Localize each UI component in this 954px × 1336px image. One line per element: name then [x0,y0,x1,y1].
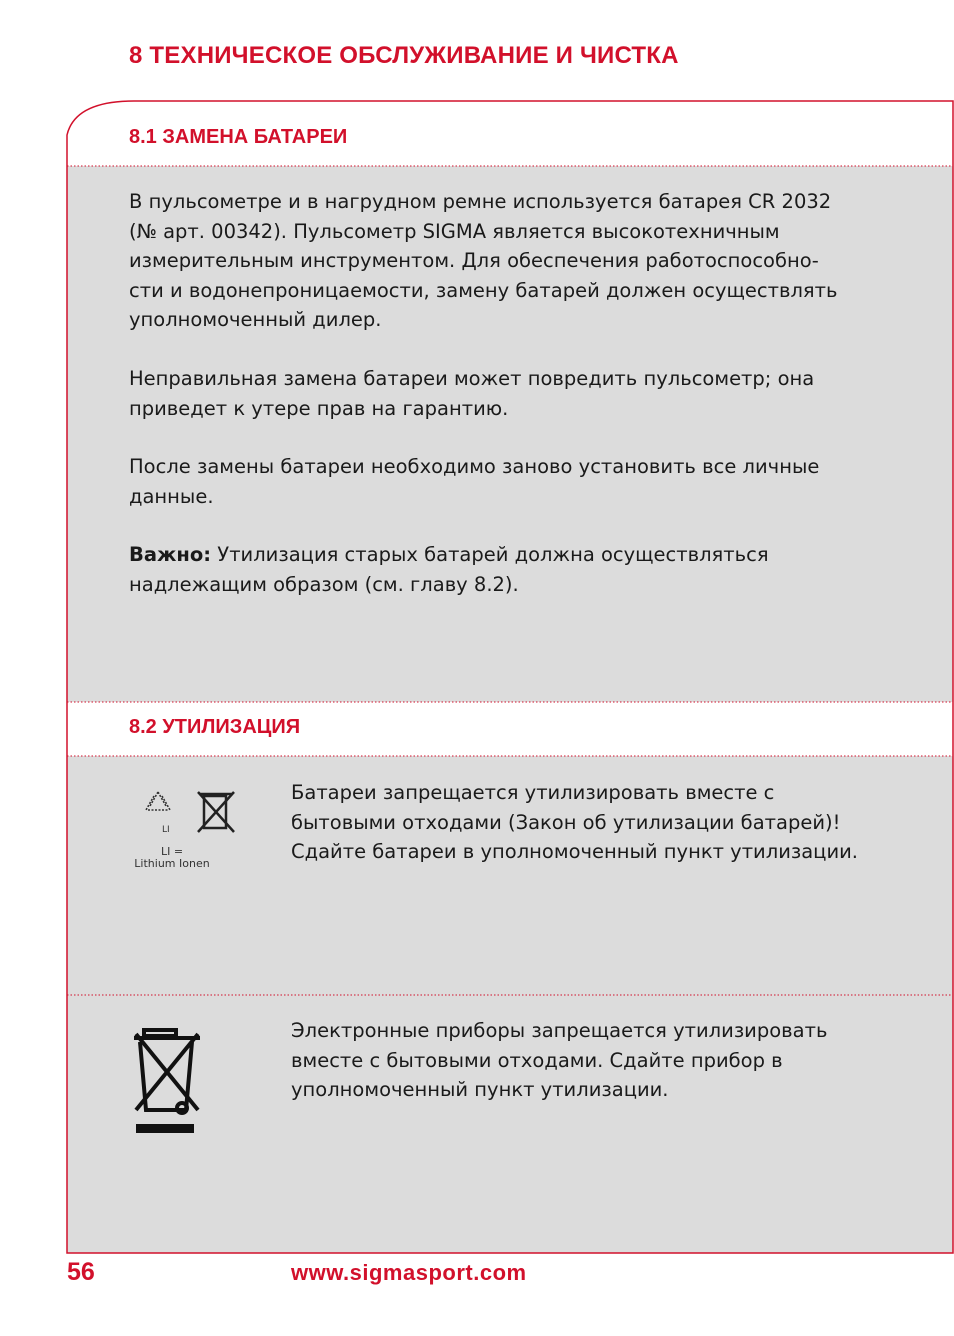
weee-crossed-bin-icon [128,1024,208,1136]
electronics-disposal-text: Электронные приборы запрещается утилизировать вместе с бытовыми отходами. Сдайте прибор в уполномоченный пункт утилизации. [291,1019,828,1101]
important-text: Утилизация старых батарей должна осуществляться надлежащим образом (см. главу 8.2). [129,543,769,596]
battery-recycle-icons [140,786,240,838]
page-number: 56 [67,1258,95,1286]
lithium-ion-legend [122,846,222,870]
li-legend-line-1: LI = [160,845,184,858]
section-heading-battery: 8.1 ЗАМЕНА БАТАРЕИ [129,126,348,148]
crossed-bin-small-icon [198,792,234,832]
recycle-icon [146,792,170,810]
battery-disposal-text: Батареи запрещается утилизировать вместе с бытовыми отходами (Закон об утилизации батарей)! Сдайте батареи в уполномоченный пункт утилизации. [291,781,859,863]
battery-paragraph-1: В пульсометре и в нагрудном ремне используется батарея CR 2032 (№ арт. 00342). Пульсометр SIGMA является высокотехничным измерительным инструментом. Для обеспечения работоспособно- сти и водонепроницаемости, замену батарей должен осуществлять уполномоченный дилер. [129,190,838,331]
battery-paragraph-2: Неправильная замена батареи может повредить пульсометр; она приведет к утере прав на гарантию. [129,367,815,420]
page-title: 8 ТЕХНИЧЕСКОЕ ОБСЛУЖИВАНИЕ И ЧИСТКА [129,42,679,69]
section-heading-disposal: 8.2 УТИЛИЗАЦИЯ [129,716,301,738]
website-link[interactable]: www.sigmasport.com [291,1260,527,1285]
recycle-li-text: LI [162,825,170,835]
li-legend-line-2: Lithium Ionen [134,857,210,870]
important-label: Важно: [129,543,212,566]
battery-paragraph-3: После замены батареи необходимо заново установить все личные данные. [129,455,820,508]
battery-paragraph-important [129,540,879,599]
